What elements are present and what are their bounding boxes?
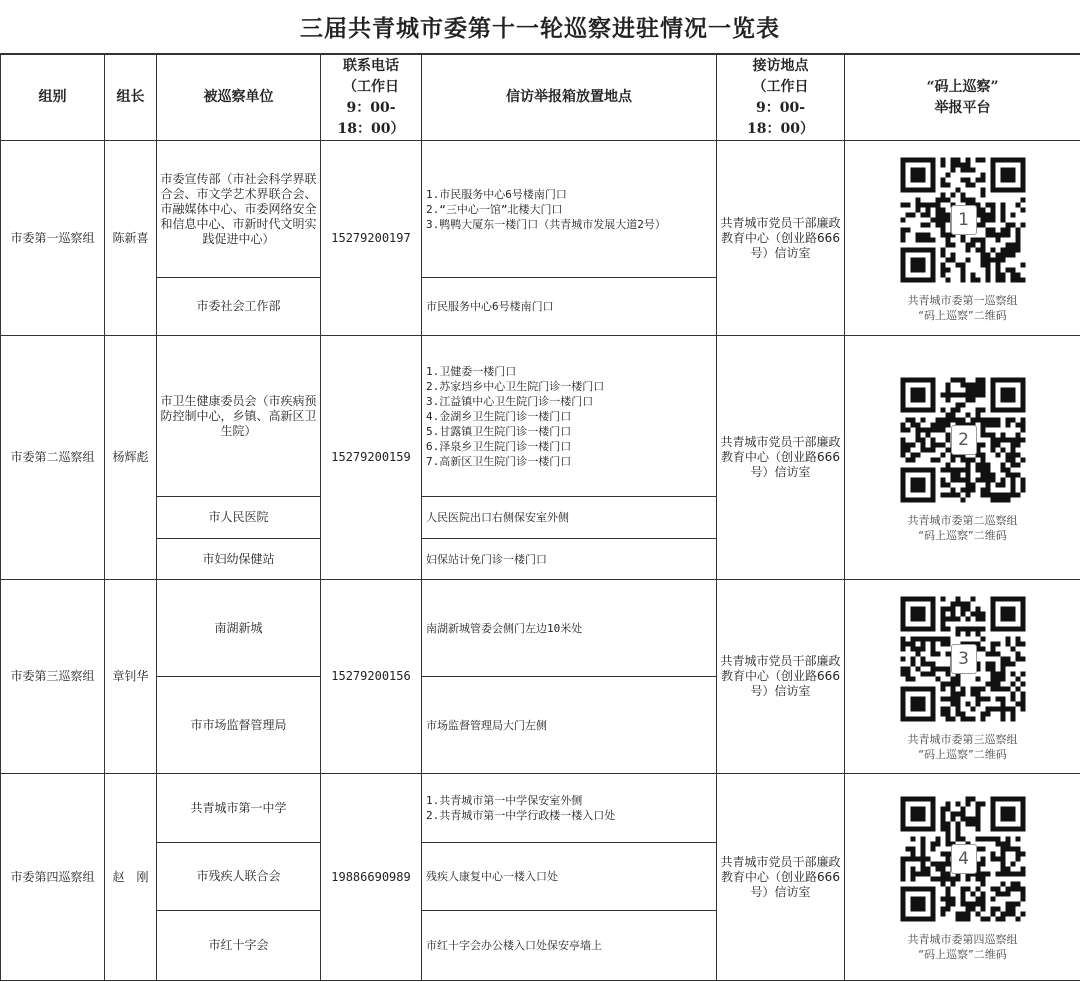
box-location-line: 妇保站计免门诊一楼门口	[426, 552, 547, 566]
qr-code[interactable]	[893, 375, 1033, 505]
box-location-line: 2.共青城市第一中学行政楼一楼入口处	[426, 809, 616, 822]
box-location-line: 南湖新城管委会侧门左边10米处	[426, 621, 583, 635]
inspected-unit: 南湖新城	[157, 580, 321, 677]
report-box-location	[422, 580, 717, 677]
qr-code[interactable]	[893, 794, 1033, 924]
box-location-line: 5.甘露镇卫生院门诊一楼门口	[426, 424, 572, 438]
qr-caption	[845, 732, 1080, 762]
qr-caption-line: “码上巡察”二维码	[918, 747, 1007, 761]
qr-cell	[845, 141, 1080, 336]
group-leader: 陈新喜	[105, 141, 157, 336]
box-location-line: 3.江益镇中心卫生院门诊一楼门口	[426, 394, 594, 408]
qr-number-label: 1	[951, 205, 977, 235]
header-platform: “码上巡察” 举报平台	[845, 55, 1080, 141]
contact-phone: 15279200159	[321, 336, 422, 580]
page-title: 三届共青城市委第十一轮巡察进驻情况一览表	[0, 0, 1080, 54]
report-box-location	[422, 497, 717, 539]
qr-number-label: 2	[951, 425, 977, 455]
qr-caption-line: 共青城市委第四巡察组	[907, 933, 1018, 946]
table-row	[1, 141, 1080, 278]
box-location-line: 2.苏家垱乡中心卫生院门诊一楼门口	[426, 379, 605, 393]
reception-location: 共青城市党员干部廉政教育中心（创业路666号）信访室	[717, 774, 845, 981]
report-box-location	[422, 336, 717, 497]
qr-caption-line: “码上巡察”二维码	[918, 948, 1007, 961]
report-box-location	[422, 141, 717, 278]
header-unit: 被巡察单位	[157, 55, 321, 141]
box-location-line: 4.金湖乡卫生院门诊一楼门口	[426, 409, 572, 423]
qr-caption	[845, 513, 1080, 543]
header-row	[1, 55, 1080, 141]
header-reception: 接访地点 （工作日 9：00- 18：00）	[717, 55, 845, 141]
inspected-unit: 市妇幼保健站	[157, 539, 321, 580]
header-group: 组别	[1, 55, 105, 141]
report-box-location	[422, 278, 717, 336]
qr-caption-line: “码上巡察”二维码	[918, 528, 1007, 542]
inspected-unit: 市红十字会	[157, 911, 321, 981]
group-leader: 赵 刚	[105, 774, 157, 981]
qr-caption-line: 共青城市委第二巡察组	[907, 513, 1018, 527]
qr-number-label: 3	[951, 644, 977, 674]
contact-phone: 15279200156	[321, 580, 422, 774]
group-name: 市委第四巡察组	[1, 774, 105, 981]
inspected-unit: 市市场监督管理局	[157, 677, 321, 774]
group-name: 市委第二巡察组	[1, 336, 105, 580]
inspected-unit: 市人民医院	[157, 497, 321, 539]
contact-phone: 15279200197	[321, 141, 422, 336]
inspected-unit: 共青城市第一中学	[157, 774, 321, 843]
inspected-unit: 市残疾人联合会	[157, 843, 321, 911]
qr-cell	[845, 336, 1080, 580]
report-box-location	[422, 843, 717, 911]
qr-cell	[845, 580, 1080, 774]
qr-code[interactable]	[893, 155, 1033, 285]
table-row	[1, 774, 1080, 843]
group-leader: 章钊华	[105, 580, 157, 774]
inspected-unit: 市委社会工作部	[157, 278, 321, 336]
header-leader: 组长	[105, 55, 157, 141]
qr-cell	[845, 774, 1080, 981]
report-box-location	[422, 677, 717, 774]
qr-caption	[845, 932, 1080, 962]
header-phone: 联系电话 （工作日 9：00- 18：00）	[321, 55, 422, 141]
table-row	[1, 336, 1080, 497]
inspected-unit: 市卫生健康委员会（市疾病预防控制中心，乡镇、高新区卫生院）	[157, 336, 321, 497]
group-name: 市委第三巡察组	[1, 580, 105, 774]
reception-location: 共青城市党员干部廉政教育中心（创业路666号）信访室	[717, 580, 845, 774]
box-location-line: 市民服务中心6号楼南门口	[426, 300, 554, 313]
box-location-line: 人民医院出口右侧保安室外侧	[426, 511, 569, 524]
box-location-line: 残疾人康复中心一楼入口处	[426, 870, 558, 883]
box-location-line: 6.泽泉乡卫生院门诊一楼门口	[426, 439, 572, 453]
qr-code[interactable]	[893, 594, 1033, 724]
table-row	[1, 580, 1080, 677]
box-location-line: 1.共青城市第一中学保安室外侧	[426, 794, 583, 807]
box-location-line: 1.卫健委一楼门口	[426, 364, 517, 378]
report-box-location	[422, 911, 717, 981]
box-location-line: 市红十字会办公楼入口处保安亭墙上	[426, 939, 602, 952]
qr-caption	[845, 293, 1080, 323]
report-box-location	[422, 539, 717, 580]
qr-caption-line: “码上巡察”二维码	[918, 309, 1007, 322]
reception-location: 共青城市党员干部廉政教育中心（创业路666号）信访室	[717, 336, 845, 580]
reception-location: 共青城市党员干部廉政教育中心（创业路666号）信访室	[717, 141, 845, 336]
box-location-line: 1.市民服务中心6号楼南门口	[426, 187, 567, 201]
report-box-location	[422, 774, 717, 843]
header-box-location: 信访举报箱放置地点	[422, 55, 717, 141]
qr-number-label: 4	[951, 844, 977, 874]
group-name: 市委第一巡察组	[1, 141, 105, 336]
qr-caption-line: 共青城市委第一巡察组	[907, 294, 1018, 307]
inspected-unit: 市委宣传部（市社会科学界联合会、市文学艺术界联合会、市融媒体中心、市委网络安全和信息中心、市新时代文明实践促进中心）	[157, 141, 321, 278]
qr-caption-line: 共青城市委第三巡察组	[907, 732, 1018, 746]
contact-phone: 19886690989	[321, 774, 422, 981]
group-leader: 杨辉彪	[105, 336, 157, 580]
inspection-table	[0, 54, 1080, 981]
box-location-line: 市场监督管理局大门左侧	[426, 718, 547, 732]
box-location-line: 7.高新区卫生院门诊一楼门口	[426, 454, 572, 468]
box-location-line: 2.“三中心一馆”北楼大门口	[426, 202, 563, 216]
box-location-line: 3.鸭鸭大厦东一楼门口（共青城市发展大道2号）	[426, 217, 666, 231]
table-body	[1, 141, 1080, 981]
